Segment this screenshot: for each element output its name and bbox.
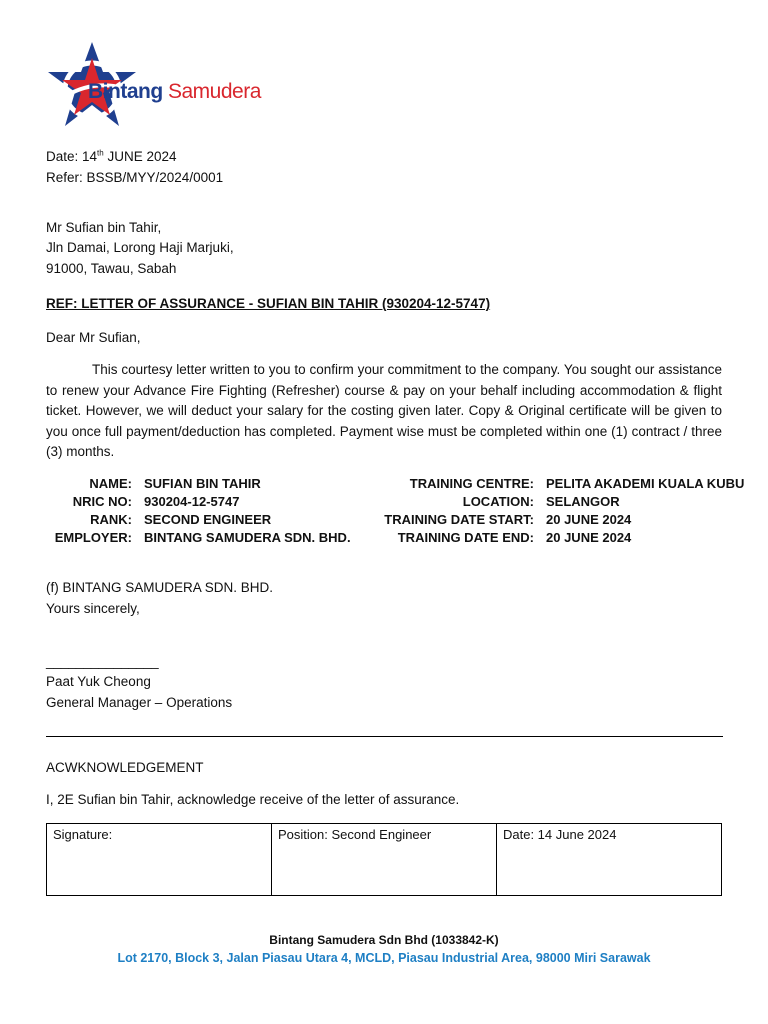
section-divider (46, 736, 723, 737)
detail-row (40, 493, 351, 511)
position-cell: Position: Second Engineer (272, 824, 497, 896)
detail-label: NRIC NO: (72, 494, 132, 509)
detail-row (40, 475, 351, 493)
detail-label: LOCATION: (462, 494, 534, 509)
signature-line: _______________ (46, 654, 159, 669)
date-cell: Date: 14 June 2024 (497, 824, 722, 896)
salutation: Dear Mr Sufian, (46, 330, 141, 345)
table-row (47, 824, 722, 896)
company-signoff: (f) BINTANG SAMUDERA SDN. BHD. (46, 580, 274, 595)
detail-row (40, 529, 351, 547)
closing: Yours sincerely, (46, 601, 140, 616)
detail-value: BINTANG SAMUDERA SDN. BHD. (144, 530, 351, 545)
detail-value: SUFIAN BIN TAHIR (144, 476, 261, 491)
detail-label: EMPLOYER: (54, 530, 132, 545)
acknowledgement-heading: ACWKNOWLEDGEMENT (46, 760, 204, 775)
detail-label: TRAINING DATE START: (384, 512, 534, 527)
detail-value: 930204-12-5747 (144, 494, 240, 509)
detail-label: TRAINING CENTRE: (409, 476, 534, 491)
detail-label: NAME: (89, 476, 132, 491)
acknowledgement-table (46, 823, 722, 896)
letter-reference-number: Refer: BSSB/MYY/2024/0001 (46, 170, 224, 185)
detail-value: 20 JUNE 2024 (546, 512, 632, 527)
signatory-title: General Manager – Operations (46, 695, 233, 710)
detail-row (40, 511, 351, 529)
detail-value: SELANGOR (546, 494, 620, 509)
detail-row (370, 529, 744, 547)
training-details (370, 475, 744, 547)
recipient-address-line: Jln Damai, Lorong Haji Marjuki, (46, 240, 234, 255)
detail-row (370, 475, 744, 493)
acknowledgement-statement: I, 2E Sufian bin Tahir, acknowledge receive of the letter of assurance. (46, 792, 460, 807)
footer-address: Lot 2170, Block 3, Jalan Piasau Utara 4, MCLD, Piasau Industrial Area, 98000 Miri Sarawak (117, 951, 651, 965)
letter-body: This courtesy letter written to you to confirm your commitment to the company. You sought our assistance to renew your Advance Fire Fighting (Refresher) course & pay on your behalf including accommodation & flight ticket. However, we will deduct your salary for the costing given later. Copy & Original certificate will be given to you once full payment/deduction has completed. Payment wise must be completed within one (1) contract / three (3) months. (46, 362, 722, 459)
employee-details (40, 475, 351, 547)
detail-row (370, 493, 744, 511)
company-logo (46, 40, 261, 132)
detail-value: SECOND ENGINEER (144, 512, 272, 527)
detail-value: PELITA AKADEMI KUALA KUBU (546, 476, 745, 491)
subject-reference: REF: LETTER OF ASSURANCE - SUFIAN BIN TAHIR (930204-12-5747) (46, 296, 491, 311)
recipient-address-line: 91000, Tawau, Sabah (46, 261, 177, 276)
signature-cell[interactable]: Signature: (47, 824, 272, 896)
footer-company: Bintang Samudera Sdn Bhd (1033842-K) (269, 933, 499, 947)
detail-value: 20 JUNE 2024 (546, 530, 632, 545)
recipient-name: Mr Sufian bin Tahir, (46, 220, 162, 235)
detail-label: TRAINING DATE END: (397, 530, 534, 545)
detail-row (370, 511, 744, 529)
detail-label: RANK: (90, 512, 132, 527)
company-wordmark: Bintang Samudera (88, 80, 261, 103)
signatory-name: Paat Yuk Cheong (46, 674, 151, 689)
letter-date: Date: 14th JUNE 2024 (46, 148, 177, 164)
